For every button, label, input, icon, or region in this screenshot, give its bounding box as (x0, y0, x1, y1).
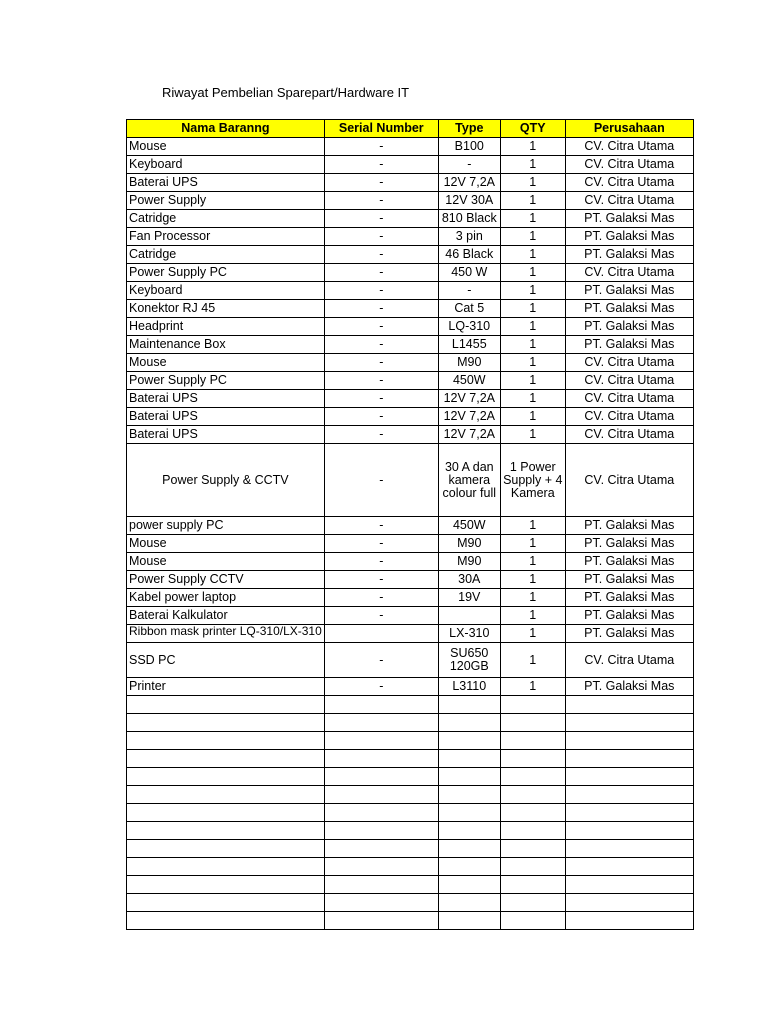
item-name-cell[interactable]: Headprint (127, 318, 325, 336)
serial-number-cell[interactable]: - (324, 372, 438, 390)
empty-cell[interactable] (127, 768, 325, 786)
qty-cell[interactable]: 1 (500, 535, 565, 553)
empty-cell[interactable] (500, 822, 565, 840)
company-cell[interactable]: PT. Galaksi Mas (565, 318, 693, 336)
empty-cell[interactable] (500, 894, 565, 912)
empty-cell[interactable] (438, 732, 500, 750)
company-cell[interactable]: CV. Citra Utama (565, 264, 693, 282)
company-cell[interactable]: PT. Galaksi Mas (565, 571, 693, 589)
serial-number-cell[interactable] (324, 625, 438, 643)
empty-cell[interactable] (565, 858, 693, 876)
empty-cell[interactable] (127, 804, 325, 822)
item-name-cell[interactable]: Baterai UPS (127, 426, 325, 444)
serial-number-cell[interactable]: - (324, 643, 438, 678)
type-cell[interactable]: Cat 5 (438, 300, 500, 318)
type-cell[interactable]: 12V 7,2A (438, 426, 500, 444)
empty-row (127, 732, 694, 750)
qty-cell[interactable]: 1 (500, 318, 565, 336)
empty-cell[interactable] (324, 822, 438, 840)
item-name-cell[interactable]: Konektor RJ 45 (127, 300, 325, 318)
qty-cell[interactable]: 1 (500, 336, 565, 354)
serial-number-cell[interactable]: - (324, 156, 438, 174)
empty-cell[interactable] (500, 714, 565, 732)
empty-cell[interactable] (324, 786, 438, 804)
company-cell[interactable]: CV. Citra Utama (565, 390, 693, 408)
serial-number-cell[interactable]: - (324, 300, 438, 318)
company-cell[interactable]: PT. Galaksi Mas (565, 625, 693, 643)
table-row (127, 517, 694, 535)
company-cell[interactable]: CV. Citra Utama (565, 174, 693, 192)
item-name-cell[interactable]: Mouse (127, 354, 325, 372)
serial-number-cell[interactable]: - (324, 571, 438, 589)
item-name-cell[interactable]: power supply PC (127, 517, 325, 535)
empty-cell[interactable] (127, 822, 325, 840)
type-cell[interactable]: SU650 120GB (438, 643, 500, 678)
table-row (127, 372, 694, 390)
empty-cell[interactable] (438, 858, 500, 876)
item-name-cell[interactable]: SSD PC (127, 643, 325, 678)
table-row (127, 210, 694, 228)
qty-cell[interactable]: 1 (500, 246, 565, 264)
item-name-cell[interactable]: Ribbon mask printer LQ-310/LX-310 (127, 625, 325, 643)
qty-cell[interactable]: 1 (500, 553, 565, 571)
company-cell[interactable]: PT. Galaksi Mas (565, 282, 693, 300)
item-name-cell[interactable]: Baterai UPS (127, 408, 325, 426)
table-row (127, 264, 694, 282)
type-cell[interactable]: 12V 7,2A (438, 174, 500, 192)
table-row (127, 390, 694, 408)
company-cell[interactable]: PT. Galaksi Mas (565, 210, 693, 228)
empty-row (127, 696, 694, 714)
company-cell[interactable]: CV. Citra Utama (565, 426, 693, 444)
table-row (127, 192, 694, 210)
qty-cell[interactable]: 1 (500, 138, 565, 156)
table-row (127, 138, 694, 156)
empty-row (127, 876, 694, 894)
table-row (127, 607, 694, 625)
empty-row (127, 858, 694, 876)
empty-cell[interactable] (127, 840, 325, 858)
empty-cell[interactable] (438, 912, 500, 930)
empty-cell[interactable] (500, 858, 565, 876)
type-cell[interactable]: L3110 (438, 678, 500, 696)
qty-cell[interactable]: 1 (500, 372, 565, 390)
header-qty[interactable]: QTY (500, 120, 565, 138)
empty-cell[interactable] (500, 876, 565, 894)
table-row (127, 408, 694, 426)
empty-cell[interactable] (500, 840, 565, 858)
sheet-title: Riwayat Pembelian Sparepart/Hardware IT (162, 85, 410, 100)
table-row (127, 336, 694, 354)
serial-number-cell[interactable]: - (324, 336, 438, 354)
empty-row (127, 804, 694, 822)
table-row (127, 246, 694, 264)
serial-number-cell[interactable]: - (324, 390, 438, 408)
company-cell[interactable]: PT. Galaksi Mas (565, 336, 693, 354)
type-cell[interactable]: B100 (438, 138, 500, 156)
serial-number-cell[interactable]: - (324, 607, 438, 625)
company-cell[interactable]: CV. Citra Utama (565, 156, 693, 174)
serial-number-cell[interactable]: - (324, 246, 438, 264)
type-cell[interactable]: LX-310 (438, 625, 500, 643)
header-serial-number[interactable]: Serial Number (324, 120, 438, 138)
company-cell[interactable]: PT. Galaksi Mas (565, 300, 693, 318)
serial-number-cell[interactable]: - (324, 228, 438, 246)
serial-number-cell[interactable]: - (324, 210, 438, 228)
empty-cell[interactable] (565, 822, 693, 840)
qty-cell[interactable]: 1 (500, 156, 565, 174)
empty-cell[interactable] (500, 732, 565, 750)
empty-cell[interactable] (324, 696, 438, 714)
company-cell[interactable]: CV. Citra Utama (565, 138, 693, 156)
table-body (127, 138, 694, 930)
item-name-cell[interactable]: Maintenance Box (127, 336, 325, 354)
empty-cell[interactable] (565, 768, 693, 786)
empty-cell[interactable] (500, 750, 565, 768)
empty-row (127, 714, 694, 732)
table-row (127, 643, 694, 678)
qty-cell[interactable]: 1 (500, 607, 565, 625)
table-row (127, 228, 694, 246)
table-row (127, 354, 694, 372)
table-row (127, 444, 694, 517)
type-cell[interactable]: 810 Black (438, 210, 500, 228)
empty-cell[interactable] (565, 894, 693, 912)
table-row (127, 174, 694, 192)
type-cell[interactable] (438, 607, 500, 625)
empty-row (127, 786, 694, 804)
empty-cell[interactable] (500, 786, 565, 804)
company-cell[interactable]: CV. Citra Utama (565, 408, 693, 426)
empty-cell[interactable] (324, 858, 438, 876)
serial-number-cell[interactable]: - (324, 678, 438, 696)
serial-number-cell[interactable]: - (324, 408, 438, 426)
type-cell[interactable]: 12V 7,2A (438, 390, 500, 408)
empty-cell[interactable] (565, 840, 693, 858)
empty-cell[interactable] (565, 876, 693, 894)
qty-cell[interactable]: 1 (500, 300, 565, 318)
empty-cell[interactable] (438, 804, 500, 822)
qty-cell[interactable]: 1 (500, 228, 565, 246)
company-cell[interactable]: CV. Citra Utama (565, 643, 693, 678)
empty-cell[interactable] (500, 912, 565, 930)
serial-number-cell[interactable]: - (324, 264, 438, 282)
company-cell[interactable]: CV. Citra Utama (565, 354, 693, 372)
item-name-cell[interactable]: Catridge (127, 210, 325, 228)
table-row (127, 300, 694, 318)
table-row (127, 553, 694, 571)
qty-cell[interactable]: 1 (500, 678, 565, 696)
item-name-cell[interactable]: Keyboard (127, 282, 325, 300)
item-name-cell[interactable]: Fan Processor (127, 228, 325, 246)
company-cell[interactable]: PT. Galaksi Mas (565, 246, 693, 264)
table-row (127, 625, 694, 643)
item-name-cell[interactable]: Mouse (127, 138, 325, 156)
qty-cell[interactable]: 1 (500, 643, 565, 678)
table-row (127, 282, 694, 300)
empty-row (127, 894, 694, 912)
table-row (127, 589, 694, 607)
type-cell[interactable]: M90 (438, 535, 500, 553)
empty-cell[interactable] (324, 768, 438, 786)
empty-cell[interactable] (324, 732, 438, 750)
empty-cell[interactable] (500, 696, 565, 714)
empty-cell[interactable] (127, 696, 325, 714)
header-perusahaan[interactable]: Perusahaan (565, 120, 693, 138)
item-name-cell[interactable]: Mouse (127, 553, 325, 571)
empty-row (127, 840, 694, 858)
item-name-cell[interactable]: Baterai Kalkulator (127, 607, 325, 625)
qty-cell[interactable]: 1 (500, 517, 565, 535)
empty-cell[interactable] (324, 714, 438, 732)
qty-cell[interactable]: 1 (500, 192, 565, 210)
serial-number-cell[interactable]: - (324, 535, 438, 553)
empty-cell[interactable] (565, 750, 693, 768)
empty-row (127, 768, 694, 786)
empty-cell[interactable] (127, 894, 325, 912)
qty-cell[interactable]: 1 (500, 264, 565, 282)
empty-cell[interactable] (438, 696, 500, 714)
company-cell[interactable]: PT. Galaksi Mas (565, 228, 693, 246)
type-cell[interactable]: LQ-310 (438, 318, 500, 336)
header-nama-barang[interactable]: Nama Baranng (127, 120, 325, 138)
type-cell[interactable]: 450 W (438, 264, 500, 282)
empty-cell[interactable] (127, 714, 325, 732)
empty-cell[interactable] (438, 840, 500, 858)
item-name-cell[interactable]: Power Supply PC (127, 264, 325, 282)
qty-cell[interactable]: 1 (500, 571, 565, 589)
table-row (127, 318, 694, 336)
empty-cell[interactable] (438, 894, 500, 912)
type-cell[interactable]: - (438, 282, 500, 300)
item-name-cell[interactable]: Baterai UPS (127, 390, 325, 408)
serial-number-cell[interactable]: - (324, 354, 438, 372)
empty-cell[interactable] (565, 696, 693, 714)
qty-cell[interactable]: 1 (500, 589, 565, 607)
item-name-cell[interactable]: Power Supply (127, 192, 325, 210)
empty-cell[interactable] (127, 732, 325, 750)
empty-cell[interactable] (127, 750, 325, 768)
serial-number-cell[interactable]: - (324, 553, 438, 571)
empty-cell[interactable] (127, 912, 325, 930)
type-cell[interactable]: 450W (438, 372, 500, 390)
serial-number-cell[interactable]: - (324, 444, 438, 517)
table-row (127, 571, 694, 589)
empty-cell[interactable] (500, 804, 565, 822)
company-cell[interactable]: PT. Galaksi Mas (565, 535, 693, 553)
company-cell[interactable]: CV. Citra Utama (565, 444, 693, 517)
qty-cell[interactable]: 1 (500, 174, 565, 192)
type-cell[interactable]: 12V 7,2A (438, 408, 500, 426)
empty-cell[interactable] (438, 714, 500, 732)
empty-cell[interactable] (324, 912, 438, 930)
empty-row (127, 750, 694, 768)
type-cell[interactable]: 19V (438, 589, 500, 607)
company-cell[interactable]: PT. Galaksi Mas (565, 589, 693, 607)
empty-cell[interactable] (324, 804, 438, 822)
qty-cell[interactable]: 1 (500, 354, 565, 372)
empty-cell[interactable] (324, 876, 438, 894)
empty-cell[interactable] (565, 804, 693, 822)
qty-cell[interactable]: 1 (500, 408, 565, 426)
company-cell[interactable]: CV. Citra Utama (565, 372, 693, 390)
header-type[interactable]: Type (438, 120, 500, 138)
empty-cell[interactable] (438, 768, 500, 786)
item-name-cell[interactable]: Power Supply & CCTV (127, 444, 325, 517)
type-cell[interactable]: M90 (438, 553, 500, 571)
type-cell[interactable]: - (438, 156, 500, 174)
qty-cell[interactable]: 1 Power Supply + 4 Kamera (500, 444, 565, 517)
empty-cell[interactable] (438, 786, 500, 804)
company-cell[interactable]: PT. Galaksi Mas (565, 553, 693, 571)
type-cell[interactable]: 3 pin (438, 228, 500, 246)
empty-cell[interactable] (438, 822, 500, 840)
item-name-cell[interactable]: Power Supply PC (127, 372, 325, 390)
empty-cell[interactable] (565, 732, 693, 750)
item-name-cell[interactable]: Mouse (127, 535, 325, 553)
serial-number-cell[interactable]: - (324, 318, 438, 336)
table-row (127, 156, 694, 174)
company-cell[interactable]: PT. Galaksi Mas (565, 678, 693, 696)
serial-number-cell[interactable]: - (324, 174, 438, 192)
empty-cell[interactable] (324, 894, 438, 912)
type-cell[interactable]: 46 Black (438, 246, 500, 264)
empty-cell[interactable] (324, 750, 438, 768)
serial-number-cell[interactable]: - (324, 192, 438, 210)
table-row (127, 535, 694, 553)
empty-cell[interactable] (565, 714, 693, 732)
type-cell[interactable]: 30A (438, 571, 500, 589)
empty-row (127, 912, 694, 930)
empty-cell[interactable] (324, 840, 438, 858)
type-cell[interactable]: 30 A dan kamera colour full (438, 444, 500, 517)
empty-cell[interactable] (565, 912, 693, 930)
qty-cell[interactable]: 1 (500, 625, 565, 643)
serial-number-cell[interactable]: - (324, 426, 438, 444)
empty-cell[interactable] (127, 786, 325, 804)
type-cell[interactable]: M90 (438, 354, 500, 372)
serial-number-cell[interactable]: - (324, 138, 438, 156)
item-name-cell[interactable]: Catridge (127, 246, 325, 264)
type-cell[interactable]: L1455 (438, 336, 500, 354)
empty-cell[interactable] (127, 876, 325, 894)
header-row (127, 120, 694, 138)
company-cell[interactable]: PT. Galaksi Mas (565, 607, 693, 625)
empty-row (127, 822, 694, 840)
type-cell[interactable]: 12V 30A (438, 192, 500, 210)
qty-cell[interactable]: 1 (500, 282, 565, 300)
empty-cell[interactable] (438, 750, 500, 768)
purchase-history-table (126, 119, 694, 930)
qty-cell[interactable]: 1 (500, 390, 565, 408)
item-name-cell[interactable]: Printer (127, 678, 325, 696)
serial-number-cell[interactable]: - (324, 589, 438, 607)
item-name-cell[interactable]: Baterai UPS (127, 174, 325, 192)
empty-cell[interactable] (500, 768, 565, 786)
empty-cell[interactable] (127, 858, 325, 876)
item-name-cell[interactable]: Power Supply CCTV (127, 571, 325, 589)
serial-number-cell[interactable]: - (324, 282, 438, 300)
type-cell[interactable]: 450W (438, 517, 500, 535)
company-cell[interactable]: PT. Galaksi Mas (565, 517, 693, 535)
qty-cell[interactable]: 1 (500, 426, 565, 444)
table-row (127, 678, 694, 696)
item-name-cell[interactable]: Kabel power laptop (127, 589, 325, 607)
item-name-cell[interactable]: Keyboard (127, 156, 325, 174)
empty-cell[interactable] (438, 876, 500, 894)
qty-cell[interactable]: 1 (500, 210, 565, 228)
empty-cell[interactable] (565, 786, 693, 804)
table-row (127, 426, 694, 444)
company-cell[interactable]: CV. Citra Utama (565, 192, 693, 210)
serial-number-cell[interactable]: - (324, 517, 438, 535)
